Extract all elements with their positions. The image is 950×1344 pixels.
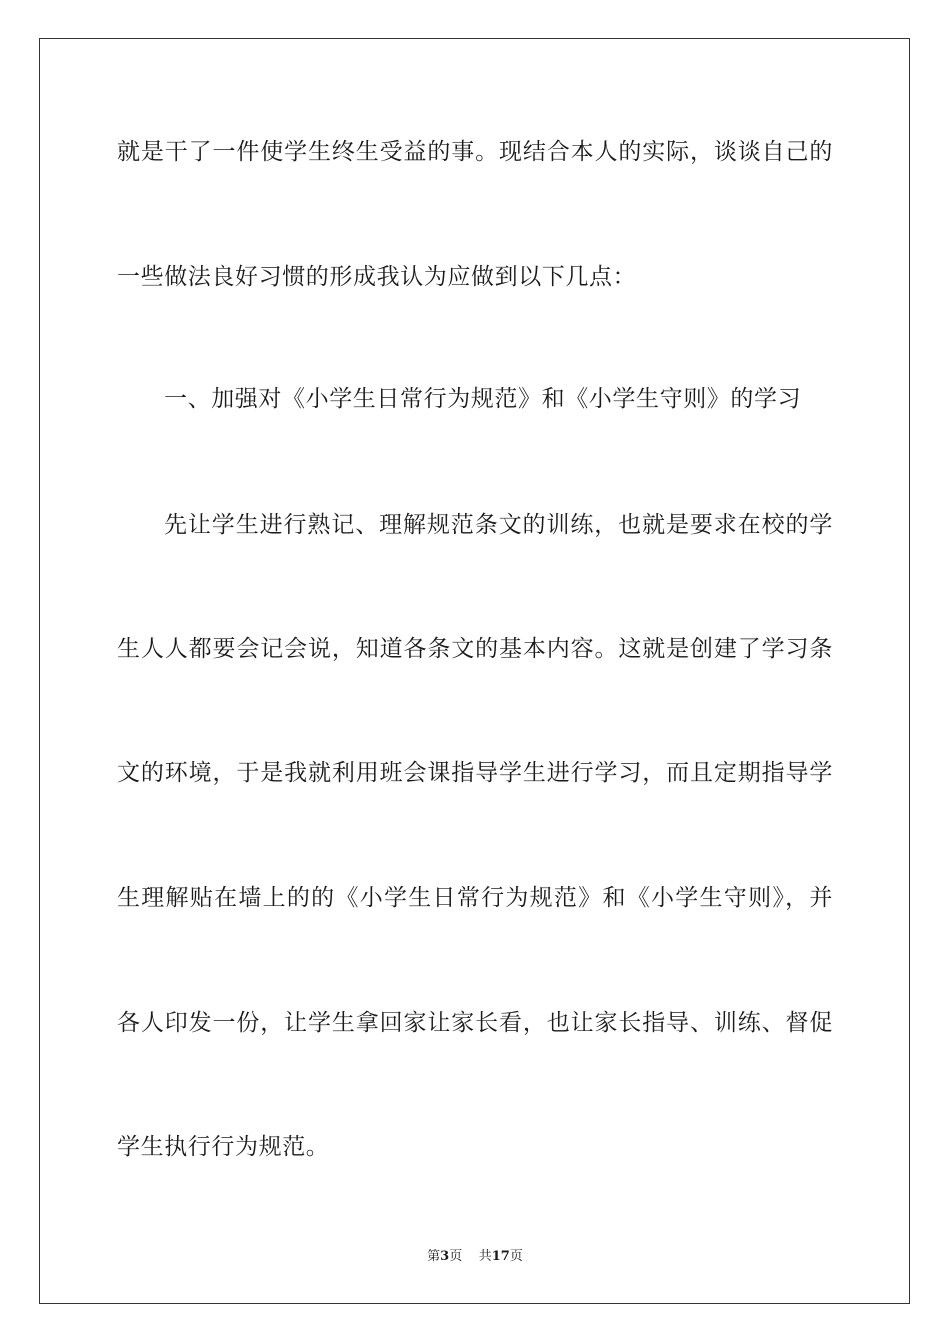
paragraph-line-7: 各人印发一份，让学生拿回家让家长看，也让家长指导、训练、督促 <box>117 1010 833 1036</box>
page-footer <box>0 1248 950 1266</box>
paragraph-line-3: 先让学生进行熟记、理解规范条文的训练，也就是要求在校的学 <box>164 512 833 538</box>
page-current: 3 <box>440 1249 450 1264</box>
page-frame <box>39 38 910 1304</box>
paragraph-line-4: 生人人都要会记会说，知道各条文的基本内容。这就是创建了学习条 <box>117 636 833 662</box>
total-prefix: 共 <box>478 1249 492 1264</box>
paragraph-line-1: 就是干了一件使学生终生受益的事。现结合本人的实际，谈谈自己的 <box>117 139 833 165</box>
paragraph-line-8: 学生执行行为规范。 <box>117 1134 330 1160</box>
paragraph-line-5: 文的环境，于是我就利用班会课指导学生进行学习，而且定期指导学 <box>117 760 833 786</box>
total-suffix: 页 <box>509 1249 523 1264</box>
page-prefix: 第 <box>427 1249 441 1264</box>
page-suffix: 页 <box>449 1249 463 1264</box>
section-heading: 一、加强对《小学生日常行为规范》和《小学生守则》的学习 <box>164 386 802 412</box>
page-total: 17 <box>491 1249 510 1264</box>
paragraph-line-2: 一些做法良好习惯的形成我认为应做到以下几点： <box>117 264 637 290</box>
paragraph-line-6: 生理解贴在墙上的的《小学生日常行为规范》和《小学生守则》，并 <box>117 885 833 911</box>
